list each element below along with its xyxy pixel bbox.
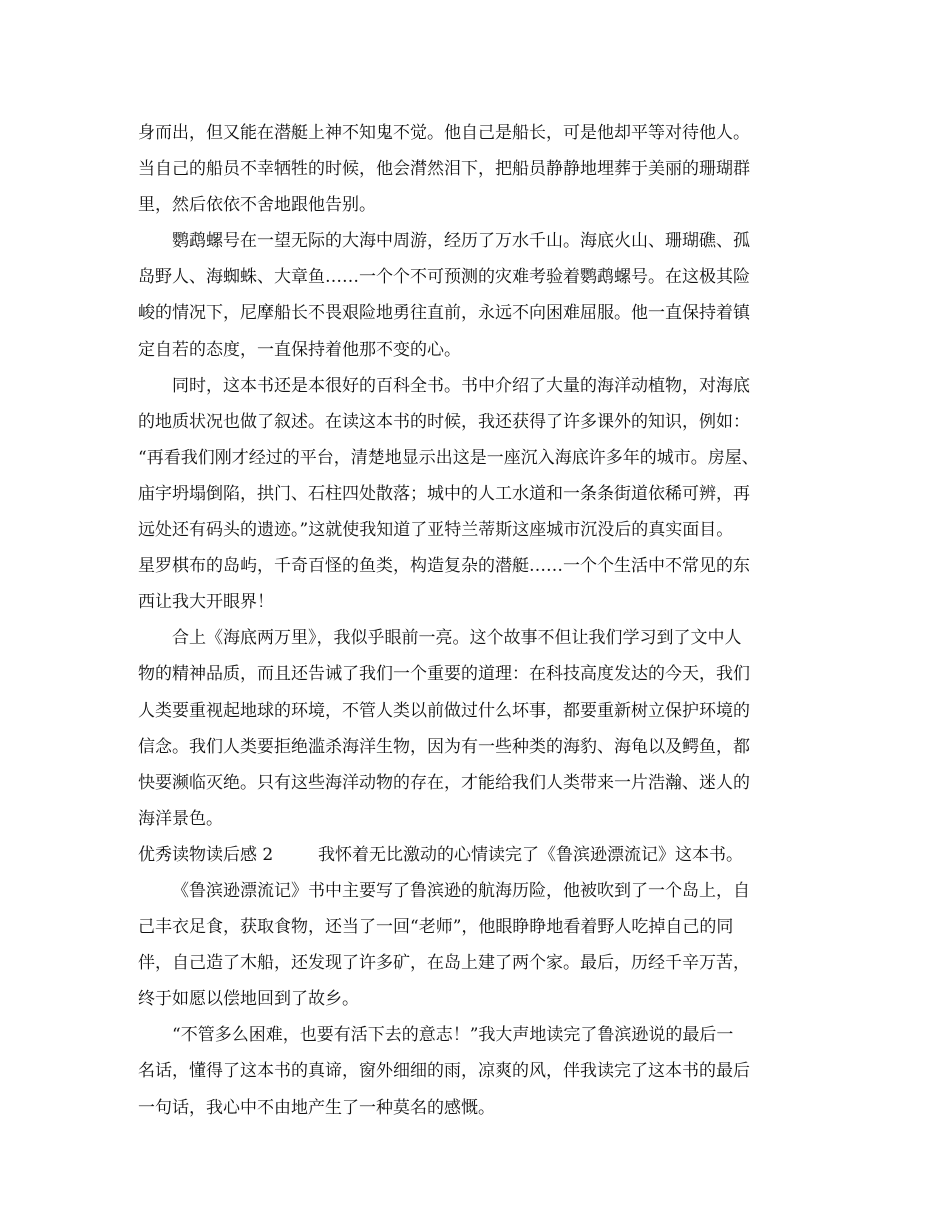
essay-1-body — [138, 115, 828, 837]
text-line: 快要濒临灭绝。只有这些海洋动物的存在，才能给我们人类带来一片浩瀚、迷人的 — [138, 772, 750, 793]
text-line: 里，然后依依不舍地跟他告别。 — [138, 195, 376, 216]
text-line: 名话，懂得了这本书的真谛，窗外细细的雨，凉爽的风，伴我读完了这本书的最后 — [138, 1061, 750, 1082]
text-line: 同时，这本书还是本很好的百科全书。书中介绍了大量的海洋动植物，对海底 — [172, 375, 750, 396]
text-line: 终于如愿以偿地回到了故乡。 — [138, 989, 359, 1010]
text-line: “再看我们刚才经过的平台，清楚地显示出这是一座沉入海底许多年的城市。房屋、 — [138, 447, 759, 468]
text-line: 己丰衣足食，获取食物，还当了一回“老师”，他眼睁睁地看着野人吃掉自己的同 — [138, 917, 734, 938]
text-line: “不管多么困难，也要有活下去的意志！”我大声地读完了鲁滨逊说的最后一 — [172, 1025, 734, 1046]
text-line: 海洋景色。 — [138, 808, 223, 829]
text-line: 《鲁滨逊漂流记》书中主要写了鲁滨逊的航海历险，他被吹到了一个岛上，自 — [172, 880, 750, 901]
text-line: 伴，自己造了木船，还发现了许多矿，在岛上建了两个家。最后，历经千辛万苦， — [138, 953, 750, 974]
text-line: 合上《海底两万里》，我似乎眼前一亮。这个故事不但让我们学习到了文中人 — [172, 628, 742, 649]
text-line: 身而出，但又能在潜艇上神不知鬼不觉。他自己是船长，可是他却平等对待他人。 — [138, 123, 750, 143]
text-line: 信念。我们人类要拒绝滥杀海洋生物，因为有一些种类的海豹、海龟以及鳄鱼，都 — [138, 736, 750, 757]
text-line: 峻的情况下，尼摩船长不畏艰险地勇往直前，永远不向困难屈服。他一直保持着镇 — [138, 303, 750, 324]
text-line: 定自若的态度，一直保持着他那不变的心。 — [138, 339, 461, 360]
text-line: 当自己的船员不幸牺牲的时候，他会潸然泪下，把船员静静地埋葬于美丽的珊瑚群 — [138, 159, 750, 180]
text-line: 星罗棋布的岛屿，千奇百怪的鱼类，构造复杂的潜艇……一个个生活中不常见的东 — [138, 556, 750, 577]
section-heading-line — [138, 837, 828, 873]
essay-2-body — [138, 873, 828, 1126]
text-line: 人类要重视起地球的环境，不管人类以前做过什么坏事，都要重新树立保护环境的 — [138, 700, 750, 721]
section-first-line: 我怀着无比激动的心情读完了《鲁滨逊漂流记》这本书。 — [318, 844, 743, 865]
text-line: 西让我大开眼界！ — [138, 592, 274, 613]
section-title: 优秀读物读后感 2 — [138, 844, 274, 865]
document-body — [138, 115, 828, 1126]
text-line: 庙宇坍塌倒陷，拱门、石柱四处散落；城中的人工水道和一条条街道依稀可辨，再 — [138, 483, 750, 504]
text-line: 的地质状况也做了叙述。在读这本书的时候，我还获得了许多课外的知识，例如： — [138, 411, 750, 432]
text-line: 鹦鹉螺号在一望无际的大海中周游，经历了万水千山。海底火山、珊瑚礁、孤 — [172, 231, 750, 252]
text-line: 远处还有码头的遗迹。”这就使我知道了亚特兰蒂斯这座城市沉没后的真实面目。 — [138, 520, 734, 541]
text-line: 物的精神品质，而且还告诫了我们一个重要的道理：在科技高度发达的今天，我们 — [138, 664, 750, 685]
text-line: 一句话，我心中不由地产生了一种莫名的感慨。 — [138, 1097, 495, 1118]
text-line: 岛野人、海蜘蛛、大章鱼……一个个不可预测的灾难考验着鹦鹉螺号。在这极其险 — [138, 267, 750, 288]
